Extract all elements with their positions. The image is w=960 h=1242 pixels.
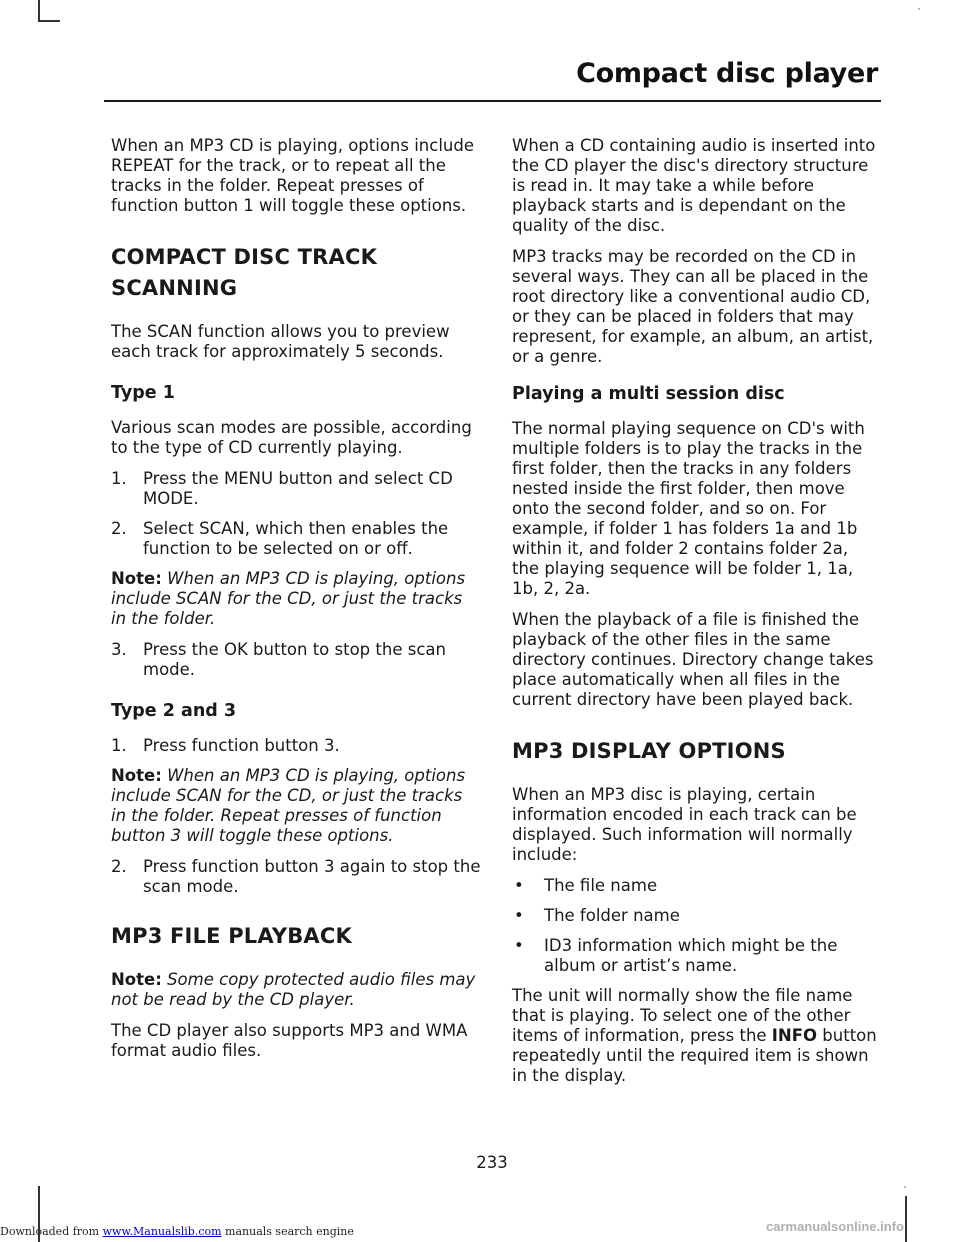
list-text: Select SCAN, which then enables the function to be selected on or off. bbox=[143, 519, 449, 558]
footer-prefix: Downloaded from bbox=[0, 1225, 103, 1238]
note-text: When an MP3 CD is playing, options include SCAN for the CD, or just the tracks in the folder. Repeat presses of function button 3 will toggle these options. bbox=[111, 766, 466, 845]
info-button-label: INFO bbox=[771, 1026, 818, 1045]
left-column bbox=[111, 136, 481, 1072]
note bbox=[111, 970, 481, 1010]
crop-mark bbox=[38, 0, 40, 22]
list-item bbox=[111, 469, 481, 509]
list-item bbox=[111, 736, 481, 756]
list-item bbox=[512, 876, 878, 896]
bullet: • bbox=[514, 906, 524, 925]
paragraph bbox=[512, 986, 878, 1086]
note-label: Note: bbox=[111, 766, 162, 785]
list-text: The folder name bbox=[544, 906, 680, 925]
note-text: Some copy protected audio files may not be read by the CD player. bbox=[111, 970, 476, 1009]
paragraph: Various scan modes are possible, according to the type of CD currently playing. bbox=[111, 418, 472, 457]
section-heading-scan bbox=[111, 242, 481, 304]
watermark-logo: carmanualsonline.info bbox=[766, 1219, 904, 1234]
list-number: 2. bbox=[111, 857, 127, 876]
crop-mark bbox=[38, 20, 60, 22]
subheading-multi-session: Playing a multi session disc bbox=[512, 384, 785, 404]
manualslib-link[interactable]: www.Manualslib.com bbox=[102, 1225, 222, 1238]
list-text: Press function button 3 again to stop the scan mode. bbox=[143, 857, 481, 896]
list-number: 3. bbox=[111, 640, 127, 659]
list-item bbox=[111, 640, 481, 680]
registration-dot bbox=[918, 8, 920, 10]
list-number: 1. bbox=[111, 736, 127, 755]
paragraph: MP3 tracks may be recorded on the CD in several ways. They can all be placed in the root directory like a conventional audio CD, or they can be placed in folders that may represent, for example, an album, an artist, or a genre. bbox=[512, 247, 874, 366]
list-text: The file name bbox=[544, 876, 658, 895]
paragraph: When an MP3 CD is playing, options include REPEAT for the track, or to repeat all the tracks in the folder. Repeat presses of function button 1 will toggle these options. bbox=[111, 136, 474, 215]
list-item bbox=[512, 936, 878, 976]
list-text: ID3 information which might be the album or artist’s name. bbox=[544, 936, 838, 975]
right-column bbox=[512, 136, 878, 1097]
text-run: button repeatedly until the required item is shown in the display. bbox=[512, 1026, 877, 1085]
subheading-type1: Type 1 bbox=[111, 383, 175, 403]
note bbox=[111, 766, 481, 846]
header-divider bbox=[104, 100, 881, 102]
paragraph: The CD player also supports MP3 and WMA format audio files. bbox=[111, 1021, 468, 1060]
page-title: Compact disc player bbox=[576, 58, 878, 89]
heading-line: COMPACT DISC TRACK bbox=[111, 245, 378, 269]
list-text: Press the OK button to stop the scan mode. bbox=[143, 640, 446, 679]
paragraph: The normal playing sequence on CD's with multiple folders is to play the tracks in the first folder, then the tracks in any folders nested inside the first folder, then move onto the second folder, and so on. For example, if folder 1 has folders 1a and 1b within it, and folder 2 contains folder 2a, the playing sequence will be folder 1, 1a, 1b, 2, 2a. bbox=[512, 419, 865, 598]
note bbox=[111, 569, 481, 629]
bullet: • bbox=[514, 936, 524, 955]
crop-mark bbox=[905, 1196, 907, 1242]
note-label: Note: bbox=[111, 569, 162, 588]
list-item bbox=[111, 857, 481, 897]
page-number: 233 bbox=[476, 1153, 508, 1172]
registration-dot bbox=[904, 1186, 906, 1188]
list-text: Press the MENU button and select CD MODE. bbox=[143, 469, 453, 508]
paragraph: When the playback of a file is finished the playback of the other files in the same directory continues. Directory change takes place automatically when all files in the current directory have been played back. bbox=[512, 610, 874, 709]
paragraph: When a CD containing audio is inserted into the CD player the disc's directory structure is read in. It may take a while before playback starts and is dependant on the quality of the disc. bbox=[512, 136, 876, 235]
footer-suffix: manuals search engine bbox=[221, 1225, 354, 1238]
list-number: 1. bbox=[111, 469, 127, 488]
paragraph: When an MP3 disc is playing, certain information encoded in each track can be displayed. Such information will normally include: bbox=[512, 785, 857, 864]
list-number: 2. bbox=[111, 519, 127, 538]
note-label: Note: bbox=[111, 970, 162, 989]
list-item bbox=[512, 906, 878, 926]
section-heading-mp3: MP3 FILE PLAYBACK bbox=[111, 924, 352, 948]
list-text: Press function button 3. bbox=[143, 736, 340, 755]
download-footer bbox=[0, 1225, 354, 1238]
heading-line: SCANNING bbox=[111, 276, 238, 300]
list-item bbox=[111, 519, 481, 559]
subheading-type23: Type 2 and 3 bbox=[111, 701, 237, 721]
text-run: The unit will normally show the file name that is playing. To select one of the other items of information, press the bbox=[512, 986, 853, 1045]
note-text: When an MP3 CD is playing, options include SCAN for the CD, or just the tracks in the folder. bbox=[111, 569, 466, 628]
bullet: • bbox=[514, 876, 524, 895]
section-heading-display: MP3 DISPLAY OPTIONS bbox=[512, 739, 786, 763]
paragraph: The SCAN function allows you to preview each track for approximately 5 seconds. bbox=[111, 322, 450, 361]
